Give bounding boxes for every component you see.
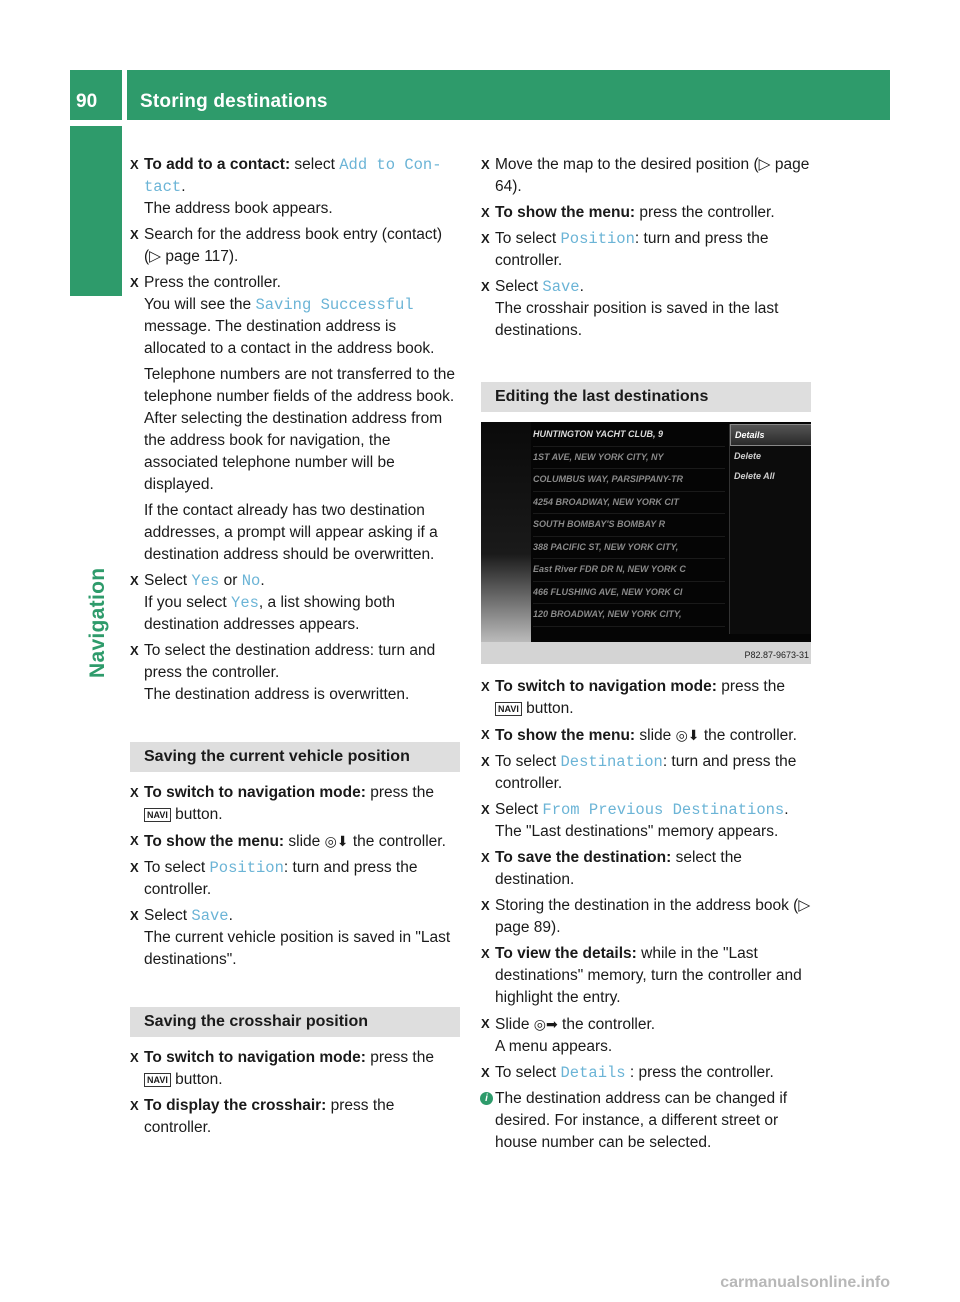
menu-term: Save <box>542 278 580 296</box>
step-bold: To view the details: <box>495 945 637 962</box>
step-marker: X <box>481 727 490 742</box>
step-marker: X <box>130 643 139 658</box>
info-note <box>481 1088 811 1154</box>
text: Press the controller. <box>144 274 281 291</box>
text: the controller. <box>557 1016 656 1033</box>
step-marker: X <box>130 785 139 800</box>
navi-button-icon: NAVI <box>144 808 171 822</box>
text: while in the "Last destinations" memory, turn the controller and highlight the entry. <box>495 945 802 1006</box>
page-ref: page 64). <box>495 156 810 195</box>
menu-term: Position <box>209 859 284 877</box>
page-title: Storing destinations <box>140 91 328 112</box>
list-item: HUNTINGTON YACHT CLUB, 9 <box>533 424 725 447</box>
paragraph: The address book appears. <box>144 200 333 217</box>
paragraph <box>130 294 460 360</box>
text: . <box>228 907 233 924</box>
step-bold: To show the menu: <box>495 727 636 744</box>
step-navigation-mode <box>130 782 460 826</box>
step-marker: X <box>481 1016 490 1031</box>
step-bold: To show the menu: <box>144 833 285 850</box>
text: . <box>579 278 584 295</box>
step-slide-controller <box>481 1013 811 1036</box>
text: Select <box>144 907 192 924</box>
list-item: 466 FLUSHING AVE, NEW YORK CI <box>533 582 725 605</box>
list-item: 4254 BROADWAY, NEW YORK CIT <box>533 492 725 515</box>
list-item: 120 BROADWAY, NEW YORK CITY, <box>533 604 725 627</box>
menu-term: Save <box>191 907 229 925</box>
text: To select <box>495 753 561 770</box>
paragraph: The current vehicle position is saved in "Last destinations". <box>144 929 451 968</box>
text: : press the controller. <box>625 1064 774 1081</box>
sidebar-tab <box>70 126 122 296</box>
step-search <box>130 224 460 268</box>
text: To select <box>144 859 210 876</box>
menu-term: Details <box>560 1064 626 1082</box>
step-move-map <box>481 154 811 198</box>
page-ref-arrow-icon: ▷ <box>798 897 811 914</box>
text: Search for the address book entry (contact) ( <box>144 226 443 265</box>
step-bold: To show the menu: <box>495 204 636 221</box>
paragraph: A menu appears. <box>495 1038 613 1055</box>
step-marker: X <box>481 898 490 913</box>
step-navigation-mode <box>481 676 811 720</box>
section-heading: Editing the last destinations <box>481 382 811 412</box>
step-marker: X <box>130 833 139 848</box>
sidebar-label: Navigation <box>86 567 109 678</box>
step-select-destination <box>481 751 811 795</box>
step-show-menu <box>481 202 811 224</box>
step-select-previous <box>481 799 811 821</box>
text: press the <box>365 784 434 801</box>
step-marker: X <box>481 157 490 172</box>
step-marker: X <box>130 1050 139 1065</box>
text: select the destination. <box>495 849 742 888</box>
step-select-save <box>481 276 811 298</box>
step-marker: X <box>130 275 139 290</box>
controller-slide-down-icon: ◎⬇ <box>324 833 349 849</box>
step-select-destination <box>130 640 460 684</box>
menu-term: From Previous Destinations <box>542 801 785 819</box>
step-bold: To add to a contact: <box>144 156 291 173</box>
navi-button-icon: NAVI <box>495 702 522 716</box>
menu-term: Saving Successful <box>255 296 414 314</box>
menu-term: No <box>241 572 261 590</box>
text: slide <box>284 833 325 850</box>
step-marker: X <box>481 802 490 817</box>
step-marker: X <box>481 205 490 220</box>
page-ref-arrow-icon: ▷ <box>758 156 771 173</box>
text: select <box>290 156 340 173</box>
paragraph: The "Last destinations" memory appears. <box>495 823 779 840</box>
paragraph: The crosshair position is saved in the last destinations. <box>495 300 779 339</box>
watermark: carmanualsonline.info <box>720 1274 890 1291</box>
display-screen <box>481 422 811 642</box>
text: . <box>784 801 789 818</box>
text: Move the map to the desired position ( <box>495 156 759 173</box>
menu-term: Yes <box>191 572 220 590</box>
menu-item-details: Details <box>730 424 811 446</box>
step-select-save <box>130 905 460 927</box>
text: The destination address can be changed if desired. For instance, a different street or house number can be selected. <box>495 1090 788 1151</box>
right-column <box>481 154 811 1158</box>
navi-button-icon: NAVI <box>144 1073 171 1087</box>
text: To select the destination address: turn and press the controller. <box>144 642 436 681</box>
step-select-position <box>481 228 811 272</box>
section-heading: Saving the current vehicle position <box>130 742 460 772</box>
text: press the <box>716 678 785 695</box>
text: You will see the <box>144 296 256 313</box>
step-marker: X <box>481 1065 490 1080</box>
text: press the <box>365 1049 434 1066</box>
text: button. <box>170 806 223 823</box>
screen-left-panel <box>481 422 531 642</box>
paragraph <box>130 592 460 636</box>
info-icon: i <box>480 1092 493 1105</box>
step-add-contact <box>130 154 460 198</box>
list-item: COLUMBUS WAY, PARSIPPANY-TR <box>533 469 725 492</box>
step-bold: To switch to navigation mode: <box>144 1049 366 1066</box>
text: button. <box>521 700 574 717</box>
paragraph: Telephone numbers are not transferred to the telephone number fields of the address book. After selecting the destination address from the address book for navigation, the associated telephone number will be displayed. <box>144 366 456 493</box>
text: press the controller. <box>635 204 775 221</box>
step-bold: To display the crosshair: <box>144 1097 327 1114</box>
text: If you select <box>144 594 232 611</box>
menu-term: Add to Con- <box>339 156 442 174</box>
step-select-details <box>481 1062 811 1084</box>
text: , a list showing both destination addresses appears. <box>144 594 396 633</box>
step-marker: X <box>481 754 490 769</box>
destination-list <box>533 424 725 634</box>
step-marker: X <box>481 679 490 694</box>
text: the controller. <box>348 833 446 850</box>
section-heading: Saving the crosshair position <box>130 1007 460 1037</box>
page-number: 90 <box>76 91 98 112</box>
step-marker: X <box>481 279 490 294</box>
list-item: 388 PACIFIC ST, NEW YORK CITY, <box>533 537 725 560</box>
paragraph: The destination address is overwritten. <box>144 686 410 703</box>
step-show-menu <box>130 830 460 853</box>
text: slide <box>635 727 676 744</box>
step-navigation-mode <box>130 1047 460 1091</box>
text: To select <box>495 1064 561 1081</box>
step-marker: X <box>481 231 490 246</box>
text: . <box>260 572 265 589</box>
step-select-yes-no <box>130 570 460 592</box>
step-marker: X <box>130 908 139 923</box>
step-display-crosshair <box>130 1095 460 1139</box>
page-ref-arrow-icon: ▷ <box>149 248 162 265</box>
step-select-position <box>130 857 460 901</box>
menu-item-delete-all: Delete All <box>734 471 775 481</box>
step-bold: To save the destination: <box>495 849 672 866</box>
controller-slide-down-icon: ◎⬇ <box>675 727 700 743</box>
figure-code: P82.87-9673-31 <box>744 650 809 660</box>
context-menu <box>729 424 811 634</box>
step-marker: X <box>481 850 490 865</box>
text: the controller. <box>699 727 797 744</box>
paragraph: If the contact already has two destination addresses, a prompt will appear asking if a destination address should be overwritten. <box>144 502 438 563</box>
step-show-menu <box>481 724 811 747</box>
text: or <box>219 572 242 589</box>
menu-term: Destination <box>560 753 663 771</box>
text: Select <box>144 572 192 589</box>
controller-slide-right-icon: ◎➡ <box>533 1016 558 1032</box>
step-store-address-book <box>481 895 811 939</box>
text: : turn and press the controller. <box>144 859 418 898</box>
menu-term: Yes <box>231 594 259 612</box>
menu-term: tact <box>144 178 182 196</box>
step-marker: X <box>130 860 139 875</box>
text: To select <box>495 230 561 247</box>
page-ref: page 89). <box>495 919 561 936</box>
step-marker: X <box>130 157 139 172</box>
list-item: 1ST AVE, NEW YORK CITY, NY <box>533 447 725 470</box>
list-item: East River FDR DR N, NEW YORK C <box>533 559 725 582</box>
last-destinations-figure <box>481 422 811 664</box>
text: Select <box>495 801 543 818</box>
text: . <box>181 178 186 195</box>
text: press the controller. <box>144 1097 395 1136</box>
step-bold: To switch to navigation mode: <box>495 678 717 695</box>
step-marker: X <box>130 573 139 588</box>
left-column <box>130 154 460 1143</box>
list-item: SOUTH BOMBAY'S BOMBAY R <box>533 514 725 537</box>
step-save-destination <box>481 847 811 891</box>
text: Storing the destination in the address book ( <box>495 897 799 914</box>
step-marker: X <box>481 946 490 961</box>
step-bold: To switch to navigation mode: <box>144 784 366 801</box>
step-press-controller <box>130 272 460 294</box>
text: message. The destination address is allocated to a contact in the address book. <box>144 318 435 357</box>
text: : turn and press the controller. <box>495 753 797 792</box>
text: : turn and press the controller. <box>495 230 769 269</box>
page-ref: page 117). <box>161 248 239 265</box>
text: button. <box>170 1071 223 1088</box>
text: Select <box>495 278 543 295</box>
menu-item-delete: Delete <box>734 451 762 461</box>
step-view-details <box>481 943 811 1009</box>
text: Slide <box>495 1016 534 1033</box>
step-marker: X <box>130 227 139 242</box>
step-marker: X <box>130 1098 139 1113</box>
menu-term: Position <box>560 230 635 248</box>
